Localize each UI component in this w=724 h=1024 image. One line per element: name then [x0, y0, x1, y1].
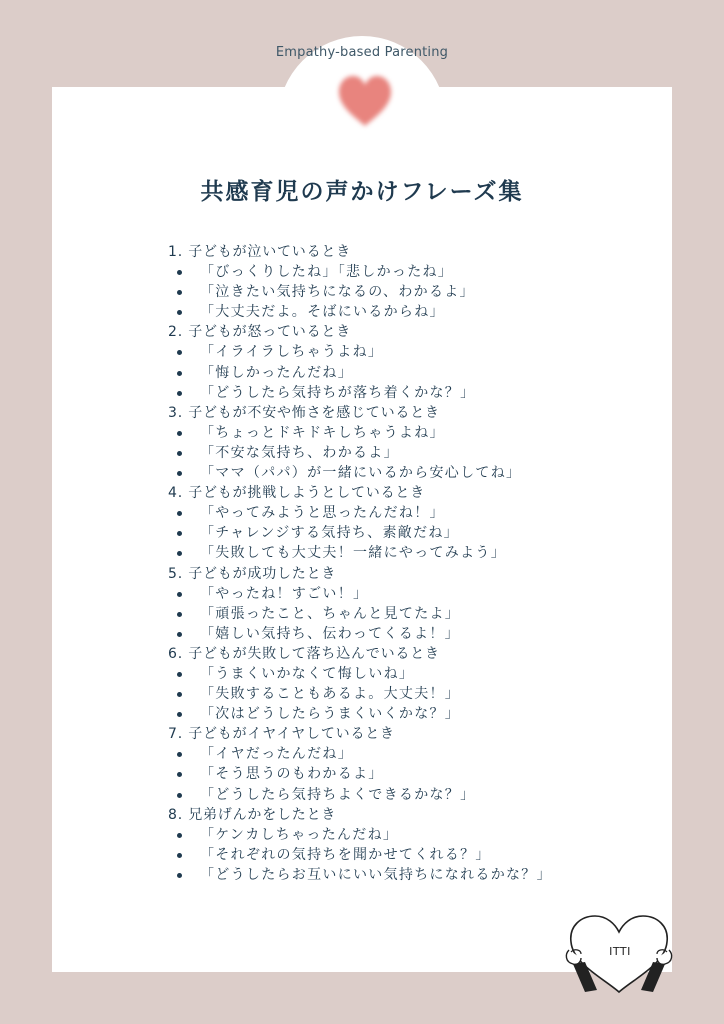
phrase-item	[168, 262, 638, 282]
bullet-icon	[177, 310, 182, 315]
phrase-text: 「チャレンジする気持ち、素敵だね」	[200, 525, 459, 542]
bullet-icon	[177, 270, 182, 275]
bullet-icon	[177, 712, 182, 717]
phrase-item	[168, 684, 638, 704]
phrase-text: 「それぞれの気持ちを聞かせてくれる？」	[200, 846, 491, 863]
phrase-text: 「ケンカしちゃったんだね」	[200, 826, 399, 843]
bullet-icon	[177, 551, 182, 556]
phrase-item	[168, 785, 638, 805]
bullet-icon	[177, 350, 182, 355]
phrase-text: 「イライラしちゃうよね」	[200, 344, 384, 361]
page-title: 共感育児の声かけフレーズ集	[200, 179, 524, 205]
phrase-text: 「大丈夫だよ。そばにいるからね」	[200, 304, 445, 321]
bullet-icon	[177, 371, 182, 376]
phrase-text: 「びっくりしたね」「悲しかったね」	[200, 264, 454, 281]
phrase-item	[168, 383, 638, 403]
section-heading: 2. 子どもが怒っているとき	[168, 324, 352, 341]
tagline: Empathy-based Parenting	[275, 45, 449, 60]
phrase-item	[168, 363, 638, 383]
phrase-item	[168, 624, 638, 644]
phrase-item	[168, 704, 638, 724]
bullet-icon	[177, 772, 182, 777]
bullet-icon	[177, 632, 182, 637]
section-heading: 7. 子どもがイヤイヤしているとき	[168, 726, 395, 743]
phrase-text: 「嬉しい気持ち、伝わってくるよ！」	[200, 625, 460, 642]
bullet-icon	[177, 873, 182, 878]
bullet-icon	[177, 592, 182, 597]
phrase-text: 「どうしたらお互いにいい気持ちになれるかな？」	[200, 866, 552, 883]
phrase-item	[168, 865, 638, 885]
bullet-icon	[177, 531, 182, 536]
phrase-text: 「ちょっとドキドキしちゃうよね」	[200, 424, 445, 441]
phrase-item	[168, 463, 638, 483]
phrase-item	[168, 664, 638, 684]
bullet-icon	[177, 752, 182, 757]
phrase-text: 「イヤだったんだね」	[200, 746, 353, 763]
phrase-item	[168, 584, 638, 604]
phrase-item	[168, 443, 638, 463]
bullet-icon	[177, 511, 182, 516]
phrase-item	[168, 825, 638, 845]
section-heading: 4. 子どもが挑戦しようとしているとき	[168, 485, 426, 502]
bullet-icon	[177, 793, 182, 798]
logo-text: ITTI	[609, 945, 631, 958]
section-heading: 1. 子どもが泣いているとき	[168, 244, 352, 260]
phrase-item	[168, 342, 638, 362]
phrase-text: 「失敗しても大丈夫！一緒にやってみよう」	[200, 545, 506, 562]
phrase-text: 「やったね！すごい！」	[200, 585, 369, 602]
phrase-item	[168, 423, 638, 443]
phrase-item	[168, 543, 638, 563]
phrase-item	[168, 523, 638, 543]
phrase-item	[168, 503, 638, 523]
phrase-item	[168, 764, 638, 784]
phrase-text: 「不安な気持ち、わかるよ」	[200, 444, 399, 461]
phrase-text: 「次はどうしたらうまくいくかな？」	[200, 706, 461, 723]
bullet-icon	[177, 431, 182, 436]
bullet-icon	[177, 672, 182, 677]
phrase-text: 「泣きたい気持ちになるの、わかるよ」	[200, 284, 475, 301]
section-heading: 5. 子どもが成功したとき	[168, 565, 337, 582]
phrase-text: 「そう思うのもわかるよ」	[200, 766, 384, 783]
bullet-icon	[177, 391, 182, 396]
bullet-icon	[177, 853, 182, 858]
section-heading: 8. 兄弟げんかをしたとき	[168, 806, 337, 823]
section-heading: 6. 子どもが失敗して落ち込んでいるとき	[168, 645, 440, 662]
phrase-text: 「どうしたら気持ちよくできるかな？」	[200, 786, 476, 803]
phrase-text: 「失敗することもあるよ。大丈夫！」	[200, 686, 461, 703]
phrase-text: 「どうしたら気持ちが落ち着くかな？」	[200, 384, 476, 401]
phrase-text: 「ママ（パパ）が一緒にいるから安心してね」	[200, 465, 522, 482]
bullet-icon	[177, 833, 182, 838]
phrase-item	[168, 845, 638, 865]
bullet-icon	[177, 612, 182, 617]
phrase-text: 「頑張ったこと、ちゃんと見てたよ」	[200, 605, 461, 622]
bullet-icon	[177, 451, 182, 456]
phrase-text: 「うまくいかなくて悔しいね」	[200, 665, 415, 682]
phrase-item	[168, 302, 638, 322]
phrase-item	[168, 604, 638, 624]
phrase-list	[168, 242, 638, 885]
phrase-item	[168, 282, 638, 302]
heart-icon	[335, 72, 395, 130]
bullet-icon	[177, 471, 182, 476]
bullet-icon	[177, 692, 182, 697]
phrase-text: 「やってみようと思ったんだね！」	[200, 505, 445, 522]
phrase-item	[168, 744, 638, 764]
phrase-text: 「悔しかったんだね」	[200, 364, 353, 381]
section-heading: 3. 子どもが不安や怖さを感じているとき	[168, 404, 440, 421]
bullet-icon	[177, 290, 182, 295]
